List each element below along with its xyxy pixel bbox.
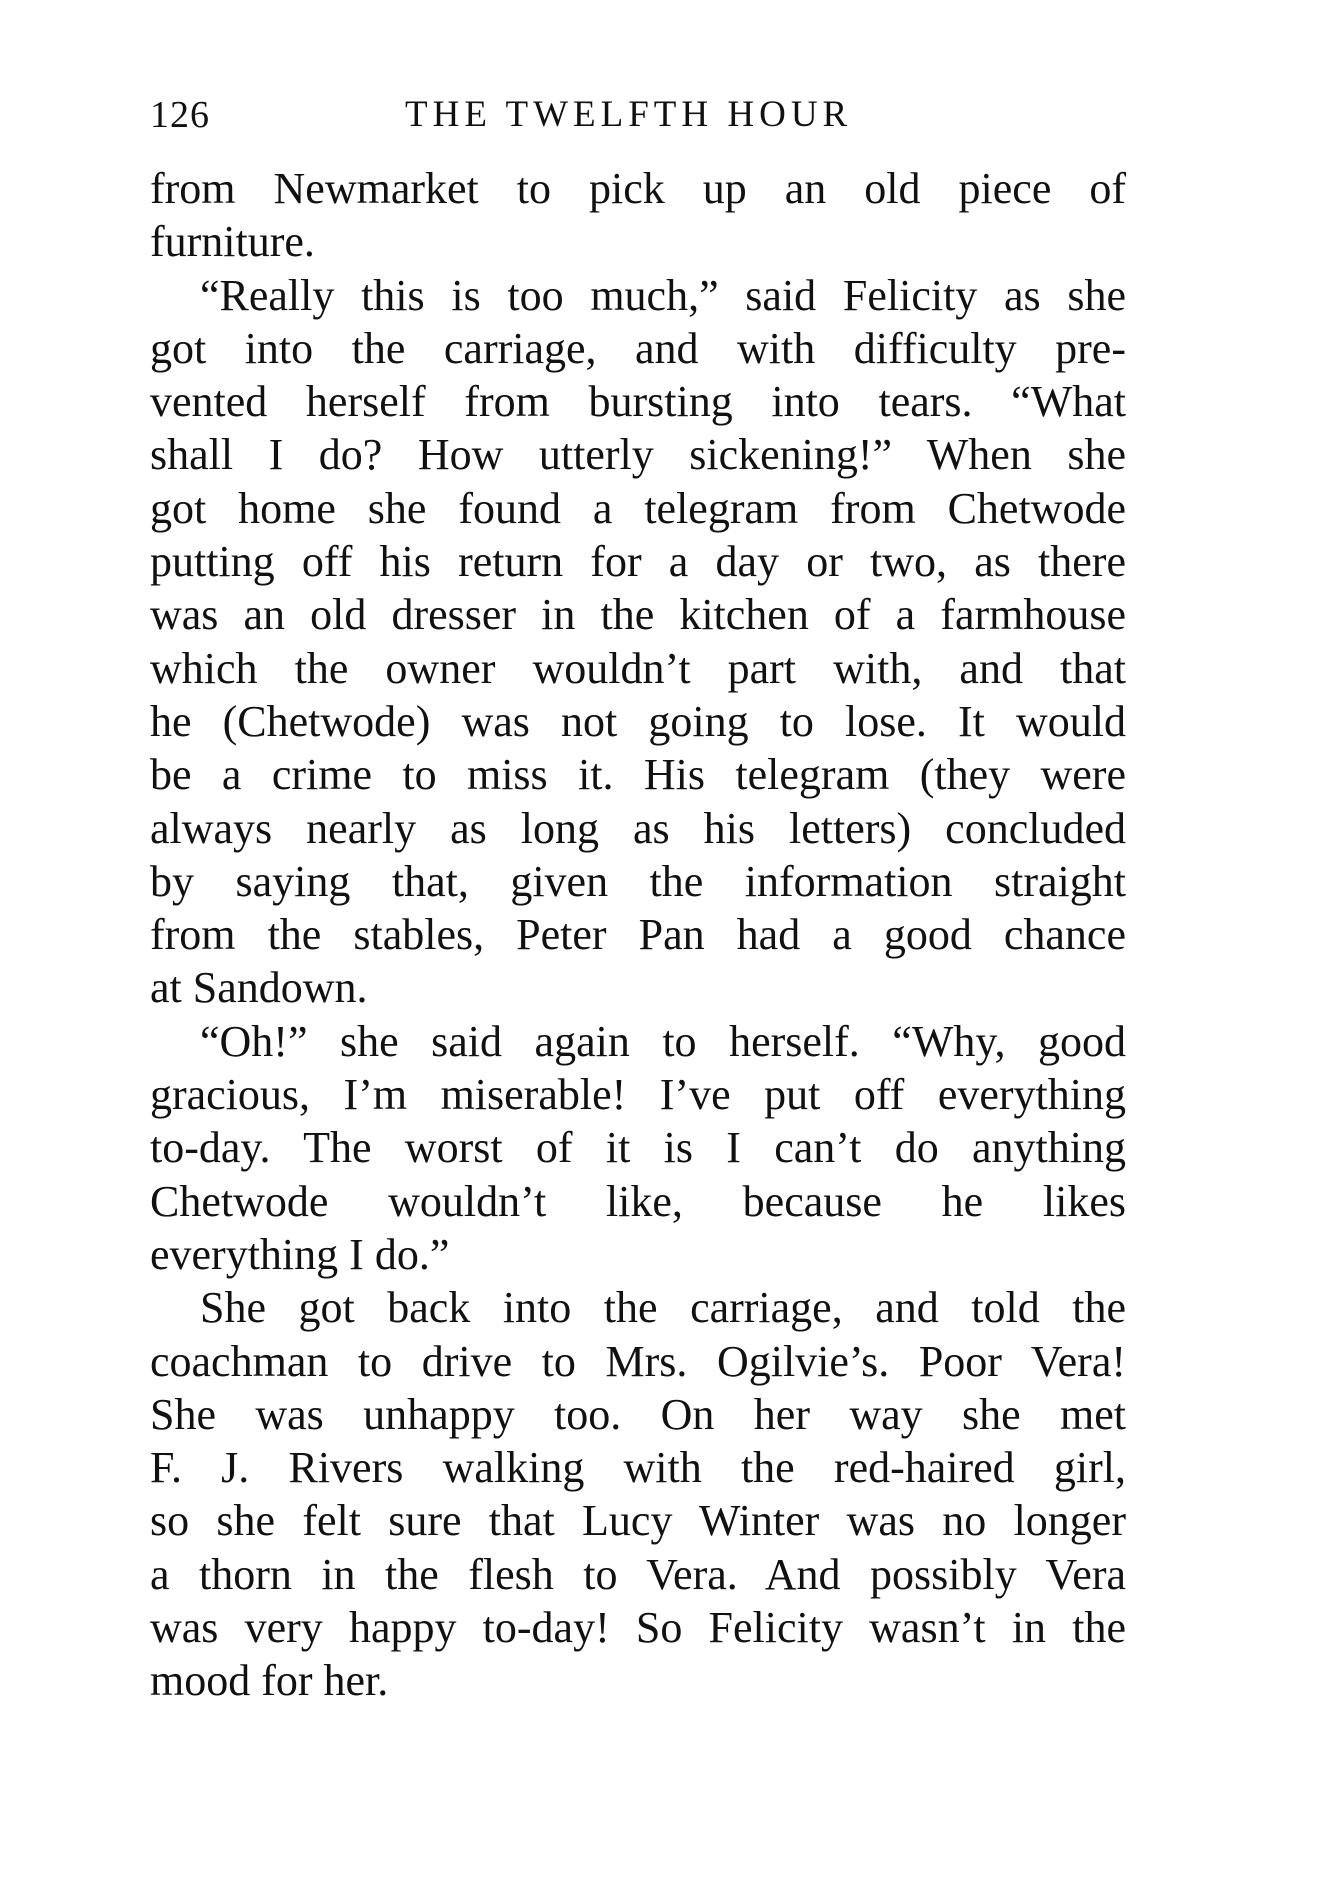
page-header [150,93,1126,143]
text-line: “Really this is too much,” said Felicity as she [200,270,1126,320]
text-line: mood for her. [150,1656,389,1706]
text-line: She got back into the carriage, and told the [200,1283,1126,1333]
text-line: always nearly as long as his letters) concluded [150,803,1126,853]
text-line: furniture. [150,217,315,267]
text-line: which the owner wouldn’t part with, and that [150,643,1126,693]
text-line: so she felt sure that Lucy Winter was no longer [150,1496,1126,1546]
text-line: a thorn in the flesh to Vera. And possibly Vera [150,1549,1126,1599]
text-line: at Sandown. [150,963,368,1013]
text-line: “Oh!” she said again to herself. “Why, good [200,1016,1126,1066]
page-number: 126 [150,94,210,136]
text-line: gracious, I’m miserable! I’ve put off everything [150,1070,1126,1120]
text-line: was an old dresser in the kitchen of a farmhouse [150,590,1126,640]
text-line: F. J. Rivers walking with the red-haired girl, [150,1443,1126,1493]
text-line: got into the carriage, and with difficulty pre- [150,323,1126,373]
text-line: to-day. The worst of it is I can’t do anything [150,1123,1126,1173]
text-line: coachman to drive to Mrs. Ogilvie’s. Poor Vera! [150,1336,1126,1386]
text-line: She was unhappy too. On her way she met [150,1389,1126,1439]
running-title: THE TWELFTH HOUR [405,94,853,135]
text-line: be a crime to miss it. His telegram (they were [150,750,1126,800]
text-line: everything I do.” [150,1229,450,1279]
text-line: he (Chetwode) was not going to lose. It would [150,696,1126,746]
text-line: from Newmarket to pick up an old piece of [150,164,1126,213]
text-line: putting off his return for a day or two, as there [150,537,1126,587]
text-line: Chetwode wouldn’t like, because he likes [150,1176,1126,1226]
text-line: vented herself from bursting into tears. “What [150,377,1126,427]
text-line: got home she found a telegram from Chetwode [150,483,1126,533]
text-line: from the stables, Peter Pan had a good chance [150,910,1126,960]
text-line: shall I do? How utterly sickening!” When she [150,430,1126,480]
body-text [150,162,1126,1708]
text-line: by saying that, given the information straight [150,856,1126,906]
text-line: was very happy to-day! So Felicity wasn’t in the [150,1603,1126,1653]
